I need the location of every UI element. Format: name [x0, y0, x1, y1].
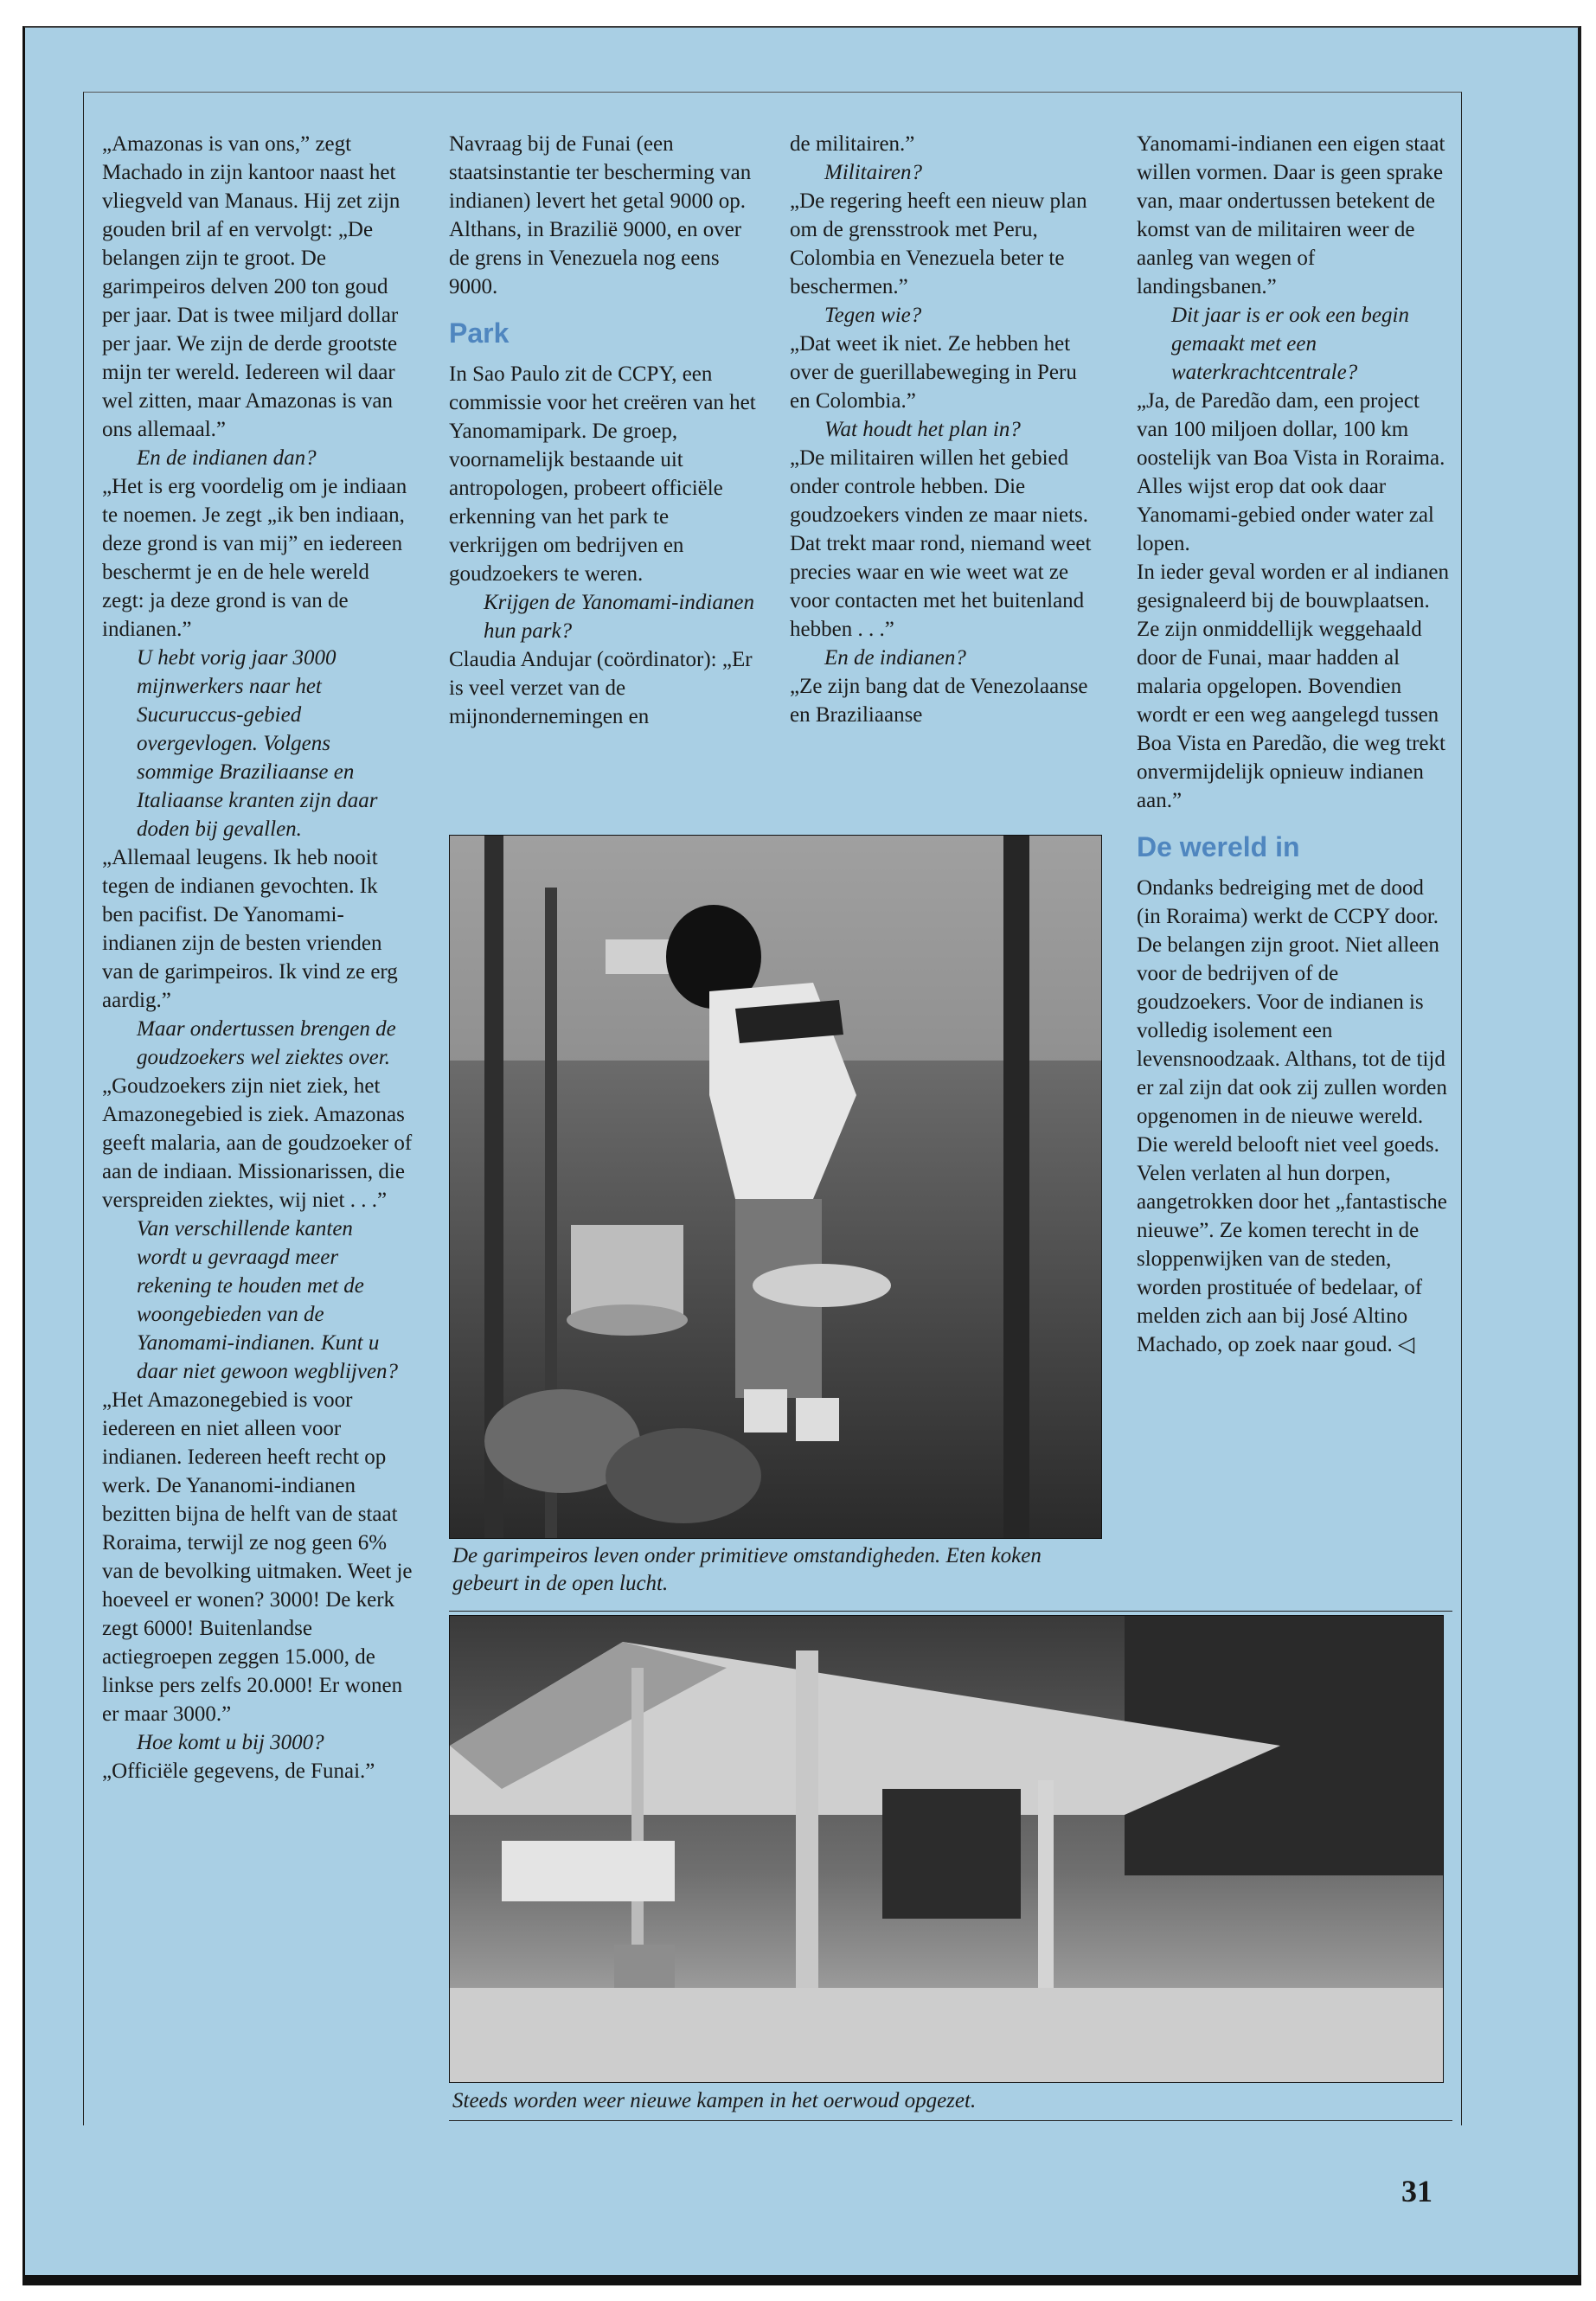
- paragraph: „De regering heeft een nieuw plan om de grensstrook met Peru, Colombia en Venezuela beter te beschermen.”: [790, 189, 1087, 298]
- interview-question: Maar ondertussen brengen de goudzoekers wel ziektes over.: [137, 1017, 396, 1069]
- photo-forest-camp: [449, 1615, 1444, 2083]
- paragraph: Ondanks bedreiging met de dood (in Roraima) werkt de CCPY door. De belangen zijn groot. Niet alleen voor de bedrijven of de goudzoekers. Voor de indianen is volledig isolement een levensnoodzaak. Althans, tot de tijd er zal zijn dat ook zij zullen worden opgenomen in de nieuwe wereld.: [1137, 876, 1447, 1128]
- column-1: [102, 130, 413, 1785]
- interview-question: En de indianen dan?: [137, 446, 317, 470]
- paragraph: „Het is erg voordelig om je indiaan te noemen. Je zegt „ik ben indiaan, deze grond is van mij” en iedereen beschermt je en de hele wereld zegt: ja deze grond is van de indianen.”: [102, 475, 407, 641]
- paragraph: In ieder geval worden er al indianen gesignaleerd bij de bouwplaatsen. Ze zijn onmiddellijk weggehaald door de Funai, maar hadden al malaria opgelopen. Bovendien wordt er een weg aangelegd tussen Boa Vista en Paredão, die weg trekt onvermijdelijk opnieuw indianen aan.”: [1137, 561, 1449, 812]
- interview-question: Militairen?: [824, 161, 922, 184]
- paragraph: „Goudzoekers zijn niet ziek, het Amazonegebied is ziek. Amazonas geeft malaria, aan de goudzoeker of aan de indiaan. Missionarissen, die verspreiden ziektes, wij niet . . .”: [102, 1074, 413, 1212]
- page-edge: [22, 2275, 1581, 2285]
- interview-question: Tegen wie?: [824, 304, 922, 327]
- paragraph: „Het Amazonegebied is voor iedereen en niet alleen voor indianen. Iedereen heeft recht op werk. De Yananomi-indianen bezitten bijna de helft van de staat Roraima, terwijl ze nog geen 6% van de bevolking uitmaken. Weet je hoeveel er wonen? 3000! De kerk zegt 6000! Buitenlandse actiegroepen zeggen 15.000, de linkse pers zelfs 20.000! Er wonen er maar 3000.”: [102, 1388, 413, 1726]
- paragraph: „Dat weet ik niet. Ze hebben het over de guerillabeweging in Peru en Colombia.”: [790, 332, 1077, 413]
- paragraph: Claudia Andujar (coördinator): „Er is veel verzet van de mijnondernemingen en: [449, 648, 753, 728]
- interview-question: Krijgen de Yanomami-indianen hun park?: [484, 591, 754, 643]
- interview-question: Hoe komt u bij 3000?: [137, 1731, 324, 1754]
- paragraph: de militairen.”: [790, 132, 915, 156]
- paragraph: „Allemaal leugens. Ik heb nooit tegen de indianen gevochten. Ik ben pacifist. De Yanomami-indianen zijn de besten vrienden van de garimpeiros. Ik vind ze erg aardig.”: [102, 846, 398, 1012]
- column-4: [1137, 130, 1452, 1359]
- page-number: 31: [1401, 2174, 1433, 2208]
- section-heading: Park: [449, 317, 510, 349]
- interview-question: U hebt vorig jaar 3000 mijnwerkers naar het Sucuruccus-gebied overgevlogen. Volgens sommige Braziliaanse en Italiaanse kranten zijn daar doden bij gevallen.: [137, 646, 378, 841]
- paragraph: In Sao Paulo zit de CCPY, een commissie voor het creëren van het Yanomamipark. De groep, voornamelijk bestaande uit antropologen, probeert officiële erkenning van het park te verkrijgen om bedrijven en goudzoekers te weren.: [449, 362, 756, 586]
- paragraph: „Ze zijn bang dat de Venezolaanse en Braziliaanse: [790, 675, 1088, 727]
- paragraph: Navraag bij de Funai (een staatsinstantie ter bescherming van indianen) levert het getal 9000 op. Althans, in Brazilië 9000, en over de grens in Venezuela nog eens 9000.: [449, 132, 752, 298]
- photo-garimpeiro-cooking: [449, 835, 1102, 1539]
- column-2: [449, 130, 760, 731]
- interview-question: Wat houdt het plan in?: [824, 418, 1021, 441]
- interview-question: En de indianen?: [824, 646, 966, 670]
- interview-question: Van verschillende kanten wordt u gevraagd meer rekening te houden met de woongebieden van de Yanomami-indianen. Kunt u daar niet gewoon wegblijven?: [137, 1217, 399, 1383]
- interview-question: Dit jaar is er ook een begin gemaakt met een waterkrachtcentrale?: [1171, 304, 1409, 384]
- paragraph: „De militairen willen het gebied onder controle hebben. Die goudzoekers vinden ze maar niets. Dat trekt maar rond, niemand weet precies waar en wie weet wat ze voor contacten met het buitenland hebben . . .”: [790, 446, 1092, 641]
- divider: [449, 1611, 1452, 1612]
- column-3: [790, 130, 1101, 729]
- paragraph: „Ja, de Paredão dam, een project van 100 miljoen dollar, 100 km oostelijk van Boa Vista in Roraima. Alles wijst erop dat ook daar Yanomami-gebied onder water zal lopen.: [1137, 389, 1445, 555]
- paragraph: „Officiële gegevens, de Funai.”: [102, 1759, 375, 1783]
- paragraph: „Amazonas is van ons,” zegt Machado in zijn kantoor naast het vliegveld van Manaus. Hij zet zijn gouden bril af en vervolgt: „De belangen zijn te groot. De garimpeiros delven 200 ton goud per jaar. Dat is twee miljard dollar per jaar. We zijn de derde grootste mijn ter wereld. Iedereen wil daar wel zitten, maar Amazonas is van ons allemaal.”: [102, 132, 401, 441]
- paragraph: Die wereld belooft niet veel goeds. Velen verlaten al hun dorpen, aangetrokken door het „fantastische nieuwe”. Ze komen terecht in de sloppenwijken van de steden, worden prostituée of bedelaar, of melden zich aan bij José Altino Machado, op zoek naar goud. ◁: [1137, 1133, 1447, 1356]
- photo2-caption: Steeds worden weer nieuwe kampen in het oerwoud opgezet.: [452, 2089, 977, 2112]
- section-heading: De wereld in: [1137, 831, 1300, 862]
- divider: [449, 2120, 1452, 2121]
- photo1-caption: De garimpeiros leven onder primitieve omstandigheden. Eten koken gebeurt in de open lucht.: [452, 1544, 1042, 1595]
- paragraph: Yanomami-indianen een eigen staat willen vormen. Daar is geen sprake van, maar ondertussen betekent de komst van de militairen weer de aanleg van wegen of landingsbanen.”: [1137, 132, 1445, 298]
